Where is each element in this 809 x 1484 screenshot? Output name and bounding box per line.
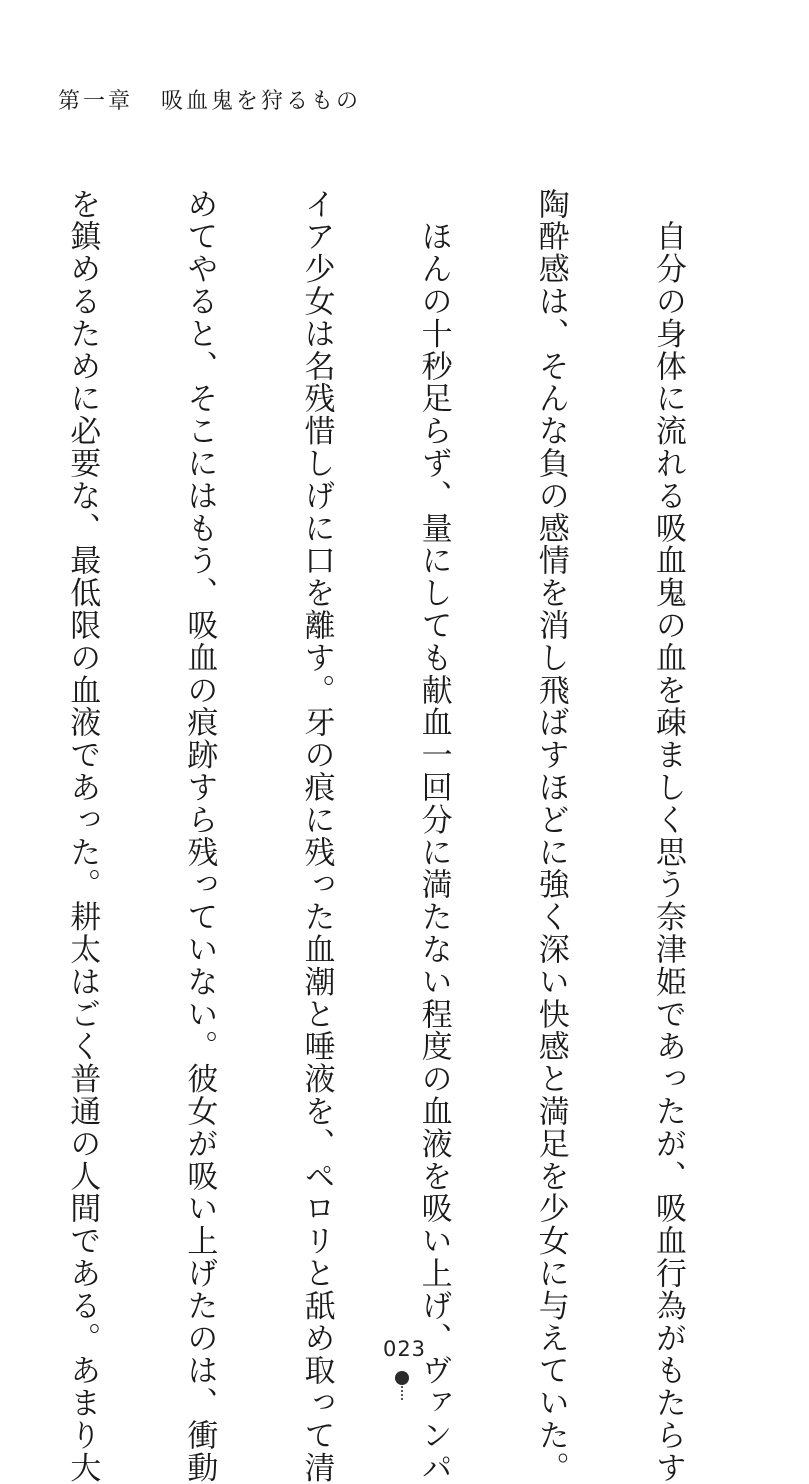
text-column: 自分の身体に流れる吸血鬼の血を疎ましく思う奈津姫であったが、吸血行為がもたらす xyxy=(649,188,686,1484)
page-dot-icon xyxy=(395,1371,409,1385)
text-column: めてやると、そこにはもう、吸血の痕跡すら残っていない。彼女が吸い上げたのは、衝動 xyxy=(181,188,218,1484)
text-column: を鎮めるために必要な、最低限の血液であった。耕太はごく普通の人間である。あまり大 xyxy=(64,188,101,1484)
text-column: イア少女は名残惜しげに口を離す。牙の痕に残った血潮と唾液を、ペロリと舐め取って清 xyxy=(298,188,335,1484)
chapter-header xyxy=(58,84,361,115)
chapter-title: 吸血鬼を狩るもの xyxy=(161,89,362,114)
page-number: 023 xyxy=(382,1337,427,1361)
text-column: ほんの十秒足らず、量にしても献血一回分に満たない程度の血液を吸い上げ、ヴァンパ xyxy=(415,188,452,1484)
text-column: 陶酔感は、そんな負の感情を消し飛ばすほどに強く深い快感と満足を少女に与えていた。 xyxy=(532,188,569,1484)
page-dotted-line xyxy=(401,1386,403,1400)
chapter-label: 第一章 xyxy=(58,89,134,114)
